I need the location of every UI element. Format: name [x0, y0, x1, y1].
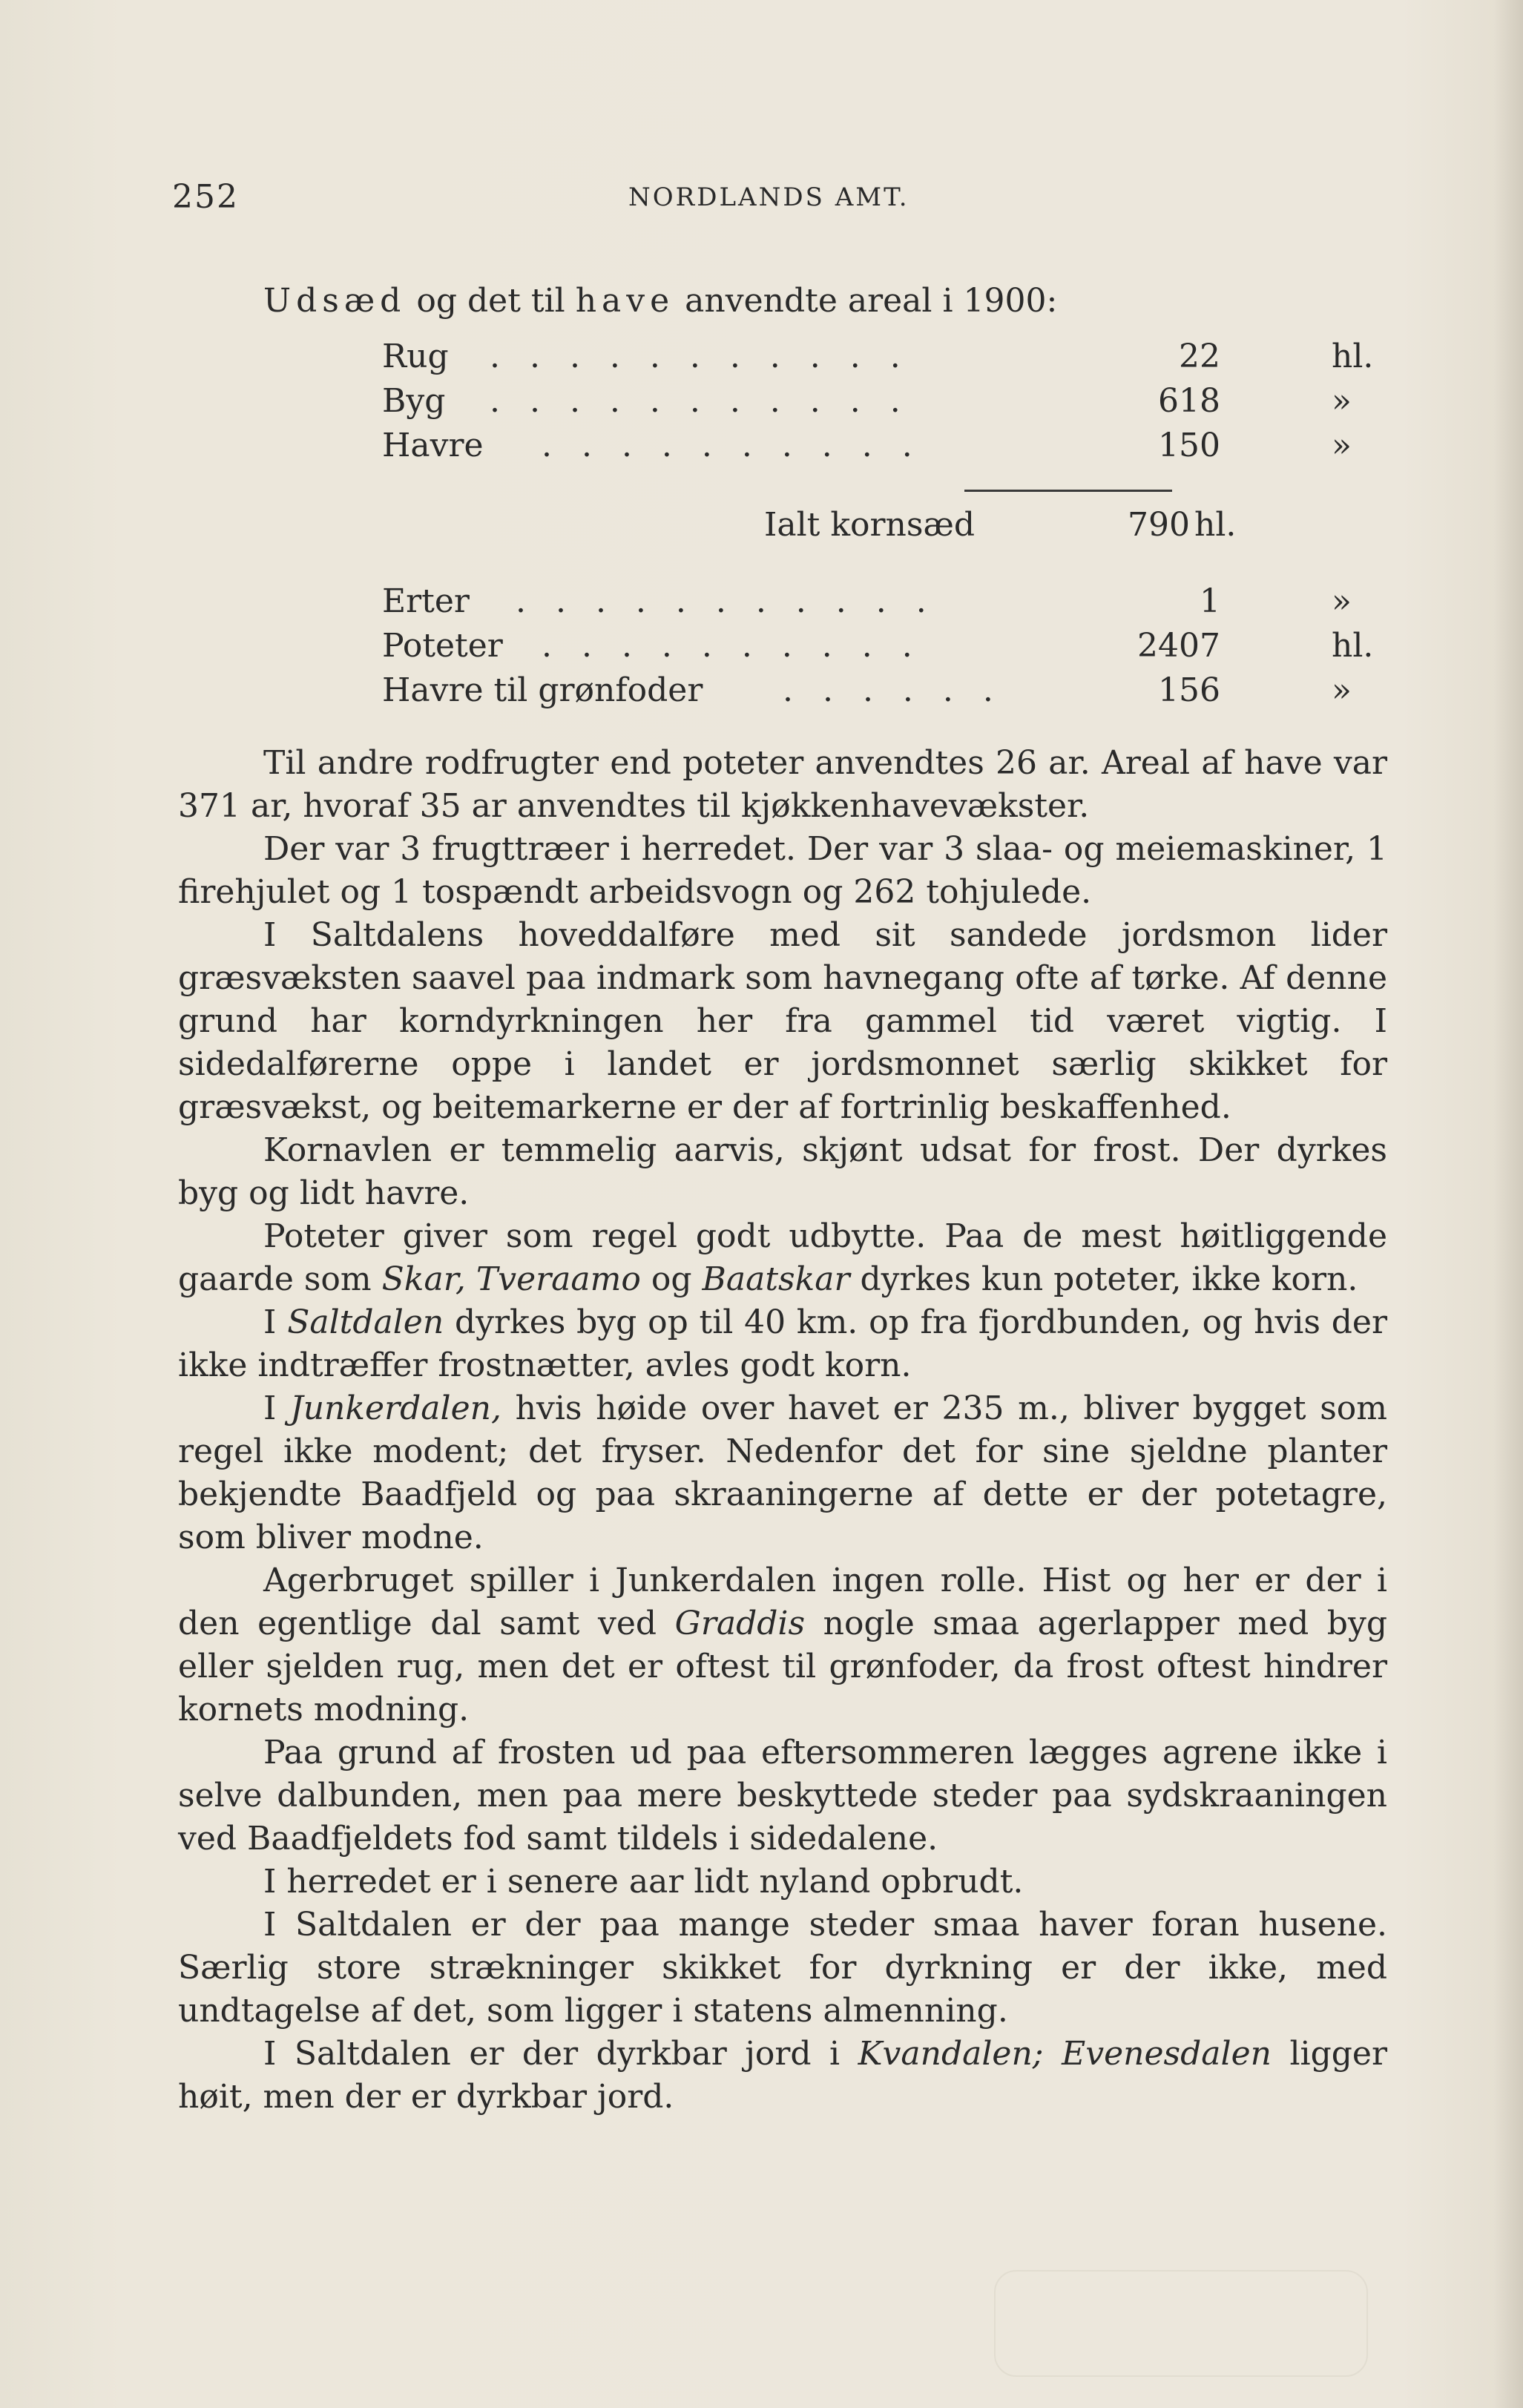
row-label: Poteter	[382, 627, 503, 665]
row-value: 156	[1158, 671, 1220, 709]
text-run: nogle smaa agerlapper med byg eller sjelden rug, men det er oftest til grønfoder, da frost oftest hindrer kornets modning.	[178, 1605, 1387, 1728]
row-value: 1	[1200, 582, 1220, 620]
row-unit: »	[1332, 427, 1352, 464]
text-run: og	[651, 1260, 692, 1298]
paragraph	[178, 1301, 1387, 1387]
heading-have: have	[575, 282, 675, 320]
heading-mid: og det til	[416, 282, 565, 320]
sum-rule	[964, 490, 1172, 492]
table-row-erter	[382, 582, 1361, 627]
paragraph	[178, 1215, 1387, 1301]
row-label: Rug	[382, 338, 449, 375]
row-leader-dots: . . . . . .	[783, 671, 1003, 709]
row-leader-dots: . . . . . . . . . .	[542, 627, 922, 665]
total-value: 790	[1128, 506, 1190, 544]
running-head: NORDLANDS AMT.	[628, 182, 909, 212]
row-leader-dots: . . . . . . . . . . .	[516, 582, 936, 620]
total-label: Ialt kornsæd	[764, 506, 975, 544]
paragraph	[178, 2033, 1387, 2119]
table-row-havre	[382, 427, 1361, 471]
place-name: Skar,	[381, 1260, 466, 1298]
paragraph: I Saltdalen er der paa mange steder smaa haver foran husene. Særlig store strækninger skikket for dyrkning er der ikke, med undtagelse af det, som ligger i statens almenning.	[178, 1906, 1387, 2030]
page-number: 252	[172, 178, 239, 216]
place-name: Junkerdalen,	[290, 1389, 501, 1427]
table-row-havre-gronfoder	[382, 671, 1361, 716]
row-leader-dots: . . . . . . . . . . .	[490, 338, 910, 375]
place-name: Graddis	[674, 1605, 806, 1642]
place-name: Kvandalen;	[858, 2035, 1044, 2073]
body-text	[178, 742, 1387, 2119]
paragraph	[178, 1387, 1387, 1559]
paragraph: Der var 3 frugttræer i herredet. Der var 3 slaa- og meiemaskiner, 1 firehjulet og 1 tospændt arbeidsvogn og 262 tohjulede.	[178, 830, 1387, 911]
paragraph	[178, 1559, 1387, 1731]
row-unit: »	[1332, 382, 1352, 420]
text-run: I	[263, 1389, 277, 1427]
text-run: ligger høit, men der er dyrkbar jord.	[178, 2035, 1388, 2116]
row-leader-dots: . . . . . . . . . .	[542, 427, 922, 464]
total-unit: hl.	[1194, 506, 1237, 544]
row-label: Erter	[382, 582, 470, 620]
row-unit: hl.	[1332, 627, 1374, 665]
heading-udsaed: Udsæd	[263, 282, 407, 320]
text-run: I	[263, 1303, 277, 1341]
place-name: Baatskar	[702, 1260, 850, 1298]
paper-stain	[994, 2270, 1368, 2377]
row-label: Havre til grønfoder	[382, 671, 703, 709]
row-unit: »	[1332, 582, 1352, 620]
text-run: I Saltdalen er der dyrkbar jord i	[263, 2035, 841, 2073]
row-label: Havre	[382, 427, 484, 464]
text-run: Agerbruget spiller i Junkerdalen ingen rolle. Hist og her er der i den egentlige dal samt ved	[178, 1562, 1387, 1642]
place-name: Saltdalen	[287, 1303, 444, 1341]
paragraph: Paa grund af frosten ud paa eftersommeren lægges agrene ikke i selve dalbunden, men paa mere beskyttede steder paa sydskraaningen ved Baadfjeldets fod samt tildels i sidedalene.	[178, 1734, 1387, 1858]
table-row-poteter	[382, 627, 1374, 671]
row-leader-dots: . . . . . . . . . . .	[490, 382, 910, 420]
heading-end: anvendte areal i 1900:	[685, 282, 1058, 320]
place-name: Evenesdalen	[1062, 2035, 1272, 2073]
page-edge-shadow	[1493, 0, 1523, 2408]
row-label: Byg	[382, 382, 446, 420]
page-header	[172, 178, 1359, 223]
table-total-row	[764, 506, 1237, 544]
row-value: 150	[1158, 427, 1220, 464]
table-heading	[263, 282, 1057, 320]
text-run: dyrkes kun poteter, ikke korn.	[860, 1260, 1358, 1298]
text-run: Poteter giver som regel godt udbytte. Paa de mest høitliggende gaarde som	[178, 1217, 1387, 1298]
row-value: 2407	[1137, 627, 1220, 665]
paragraph: I Saltdalens hoveddalføre med sit sandede jordsmon lider græsvæksten saavel paa indmark som havnegang ofte af tørke. Af denne grund har korndyrkningen her fra gammel tid været vigtig. I sidedalførerne oppe i landet er jordsmonnet særlig skikket for græsvækst, og beitemarkerne er der af fortrinlig beskaffenhed.	[178, 916, 1387, 1126]
row-unit: hl.	[1332, 338, 1374, 375]
text-run: dyrkes byg op til 40 km. op fra fjordbunden, og hvis der ikke indtræffer frostnætter, avles godt korn.	[178, 1303, 1387, 1384]
row-value: 618	[1158, 382, 1220, 420]
paragraph: Kornavlen er temmelig aarvis, skjønt udsat for frost. Der dyrkes byg og lidt havre.	[178, 1131, 1387, 1212]
paragraph: Til andre rodfrugter end poteter anvendtes 26 ar. Areal af have var 371 ar, hvoraf 35 ar anvendtes til kjøkkenhavevækster.	[178, 744, 1387, 825]
place-name: Tveraamo	[476, 1260, 641, 1298]
paragraph: I herredet er i senere aar lidt nyland opbrudt.	[263, 1863, 1024, 1901]
table-row-rug	[382, 338, 1374, 382]
row-value: 22	[1179, 338, 1220, 375]
row-unit: »	[1332, 671, 1352, 709]
table-row-byg	[382, 382, 1361, 427]
text-run: hvis høide over havet er 235 m., bliver bygget som regel ikke modent; det fryser. Nedenfor det for sine sjeldne planter bekjendte Baadfjeld og paa skraaningerne af dette er der potetagre, som bliver modne.	[178, 1389, 1387, 1556]
